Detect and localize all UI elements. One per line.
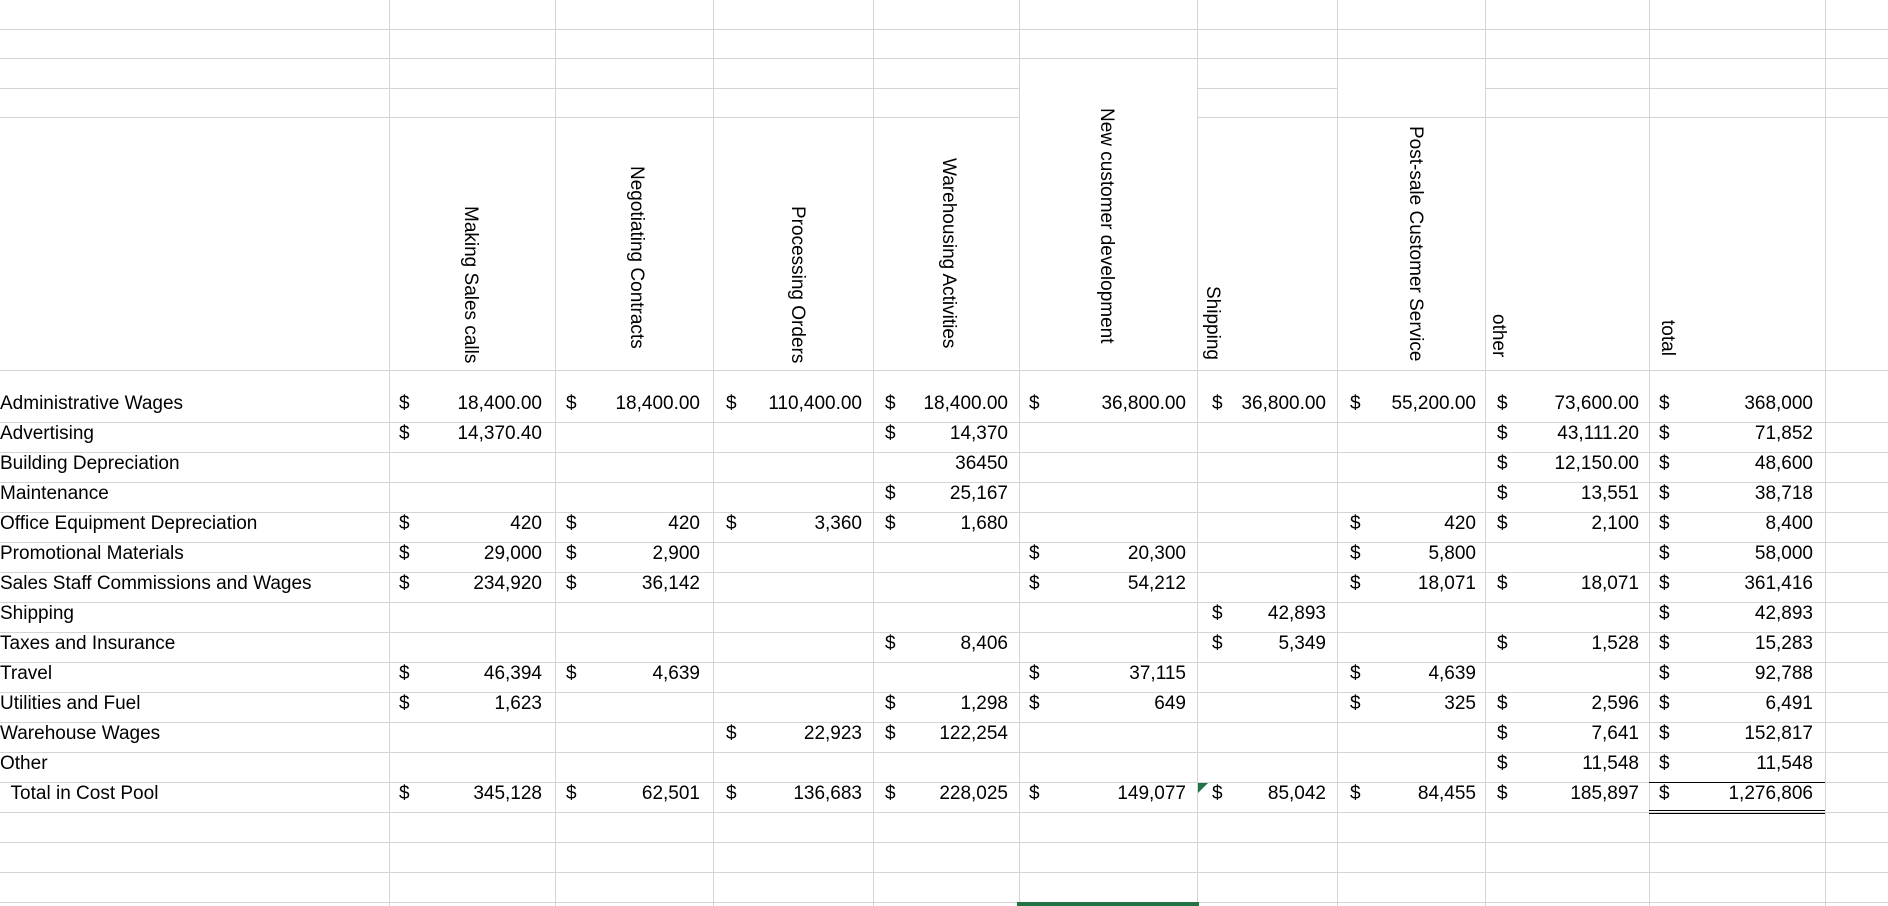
- gridline-horizontal: [1197, 88, 1337, 89]
- gridline-vertical: [1019, 0, 1020, 906]
- row-label[interactable]: Other: [0, 753, 48, 774]
- cell-value[interactable]: 122,254: [939, 723, 1008, 744]
- cell-value[interactable]: 18,400.00: [615, 393, 700, 414]
- cell-value[interactable]: 22,923: [803, 723, 862, 744]
- currency-symbol: $: [1350, 543, 1361, 564]
- column-header-processing-orders[interactable]: Processing Orders: [787, 206, 808, 364]
- gridline-vertical: [1649, 0, 1650, 906]
- cell-value[interactable]: 18,071: [1417, 573, 1476, 594]
- row-label[interactable]: Utilities and Fuel: [0, 693, 141, 714]
- currency-symbol: $: [1497, 693, 1508, 714]
- gridline-horizontal: [0, 29, 1888, 30]
- column-header-making-sales-calls[interactable]: Making Sales calls: [460, 206, 481, 364]
- gridline-horizontal: [0, 88, 1019, 89]
- currency-symbol: $: [1350, 663, 1361, 684]
- currency-symbol: $: [399, 423, 410, 444]
- gridline-horizontal: [1485, 88, 1888, 89]
- currency-symbol: $: [1497, 483, 1508, 504]
- gridline-horizontal: [0, 902, 1888, 903]
- row-label[interactable]: Total in Cost Pool: [0, 783, 159, 804]
- currency-symbol: $: [566, 513, 577, 534]
- cell-value[interactable]: 1,680: [960, 513, 1008, 534]
- currency-symbol: $: [399, 393, 410, 414]
- cell-value[interactable]: 71,852: [1754, 423, 1813, 444]
- currency-symbol: $: [726, 723, 737, 744]
- cell-value[interactable]: 2,596: [1591, 693, 1639, 714]
- currency-symbol: $: [1497, 633, 1508, 654]
- currency-symbol: $: [566, 783, 577, 804]
- column-header-new-customer-development[interactable]: New customer development: [1096, 108, 1117, 344]
- cell-value[interactable]: 5,800: [1428, 543, 1476, 564]
- currency-symbol: $: [885, 513, 896, 534]
- currency-symbol: $: [1497, 453, 1508, 474]
- cell-value[interactable]: 649: [1154, 693, 1186, 714]
- cell-value[interactable]: 1,276,806: [1728, 783, 1813, 804]
- row-label[interactable]: Maintenance: [0, 483, 109, 504]
- cell-value[interactable]: 42,893: [1754, 603, 1813, 624]
- row-label[interactable]: Building Depreciation: [0, 453, 180, 474]
- column-header-negotiating-contracts[interactable]: Negotiating Contracts: [626, 166, 647, 349]
- currency-symbol: $: [1497, 753, 1508, 774]
- gridline-horizontal: [1485, 117, 1888, 118]
- currency-symbol: $: [399, 573, 410, 594]
- currency-symbol: $: [566, 393, 577, 414]
- cell-value[interactable]: 18,071: [1580, 573, 1639, 594]
- gridline-horizontal: [0, 602, 1888, 603]
- cell-value[interactable]: 325: [1444, 693, 1476, 714]
- cell-value[interactable]: 228,025: [939, 783, 1008, 804]
- currency-symbol: $: [1212, 603, 1223, 624]
- gridline-horizontal: [0, 842, 1888, 843]
- total-top-border: [1649, 782, 1825, 783]
- cell-value[interactable]: 58,000: [1754, 543, 1813, 564]
- cell-value[interactable]: 345,128: [473, 783, 542, 804]
- currency-symbol: $: [566, 663, 577, 684]
- cell-value[interactable]: 42,893: [1267, 603, 1326, 624]
- cell-value[interactable]: 43,111.20: [1557, 423, 1639, 444]
- row-label[interactable]: Travel: [0, 663, 53, 684]
- gridline-vertical: [1825, 0, 1826, 906]
- currency-symbol: $: [1497, 723, 1508, 744]
- currency-symbol: $: [1497, 783, 1508, 804]
- cell-value[interactable]: 48,600: [1754, 453, 1813, 474]
- currency-symbol: $: [1029, 393, 1040, 414]
- currency-symbol: $: [1029, 693, 1040, 714]
- row-label[interactable]: Shipping: [0, 603, 74, 624]
- currency-symbol: $: [1659, 603, 1670, 624]
- cell-value[interactable]: 20,300: [1127, 543, 1186, 564]
- currency-symbol: $: [885, 693, 896, 714]
- cell-value[interactable]: 14,370: [949, 423, 1008, 444]
- row-label[interactable]: Sales Staff Commissions and Wages: [0, 573, 312, 594]
- cell-value[interactable]: 84,455: [1417, 783, 1476, 804]
- cell-value[interactable]: 36,800.00: [1101, 393, 1186, 414]
- currency-symbol: $: [399, 693, 410, 714]
- cell-value[interactable]: 4,639: [652, 663, 700, 684]
- cell-value[interactable]: 29,000: [483, 543, 542, 564]
- cell-value[interactable]: 6,491: [1765, 693, 1813, 714]
- currency-symbol: $: [1659, 393, 1670, 414]
- row-label[interactable]: Warehouse Wages: [0, 723, 161, 744]
- comment-indicator-icon[interactable]: [1198, 783, 1208, 793]
- cell-value[interactable]: 62,501: [641, 783, 700, 804]
- currency-symbol: $: [399, 783, 410, 804]
- gridline-horizontal: [0, 117, 389, 118]
- currency-symbol: $: [1212, 393, 1223, 414]
- gridline-vertical: [1337, 0, 1338, 906]
- row-label[interactable]: Taxes and Insurance: [0, 633, 176, 654]
- currency-symbol: $: [1659, 483, 1670, 504]
- cell-value[interactable]: 85,042: [1267, 783, 1326, 804]
- cell-value[interactable]: 368,000: [1744, 393, 1813, 414]
- currency-symbol: $: [726, 783, 737, 804]
- cell-value[interactable]: 11,548: [1756, 753, 1813, 774]
- row-label[interactable]: Advertising: [0, 423, 94, 444]
- currency-symbol: $: [885, 633, 896, 654]
- cell-value[interactable]: 11,548: [1582, 753, 1639, 774]
- cell-value[interactable]: 149,077: [1117, 783, 1186, 804]
- gridline-vertical: [389, 0, 390, 906]
- cell-value[interactable]: 1,528: [1591, 633, 1639, 654]
- cell-value[interactable]: 185,897: [1570, 783, 1639, 804]
- currency-symbol: $: [1350, 693, 1361, 714]
- currency-symbol: $: [885, 783, 896, 804]
- currency-symbol: $: [1029, 783, 1040, 804]
- currency-symbol: $: [566, 573, 577, 594]
- cell-value[interactable]: 1,298: [960, 693, 1008, 714]
- cell-value[interactable]: 234,920: [473, 573, 542, 594]
- cell-value[interactable]: 2,900: [652, 543, 700, 564]
- cell-value[interactable]: 152,817: [1744, 723, 1813, 744]
- currency-symbol: $: [726, 513, 737, 534]
- cell-value[interactable]: 3,360: [814, 513, 862, 534]
- currency-symbol: $: [1659, 423, 1670, 444]
- total-double-underline: [1649, 810, 1825, 814]
- row-label[interactable]: Office Equipment Depreciation: [0, 513, 258, 534]
- gridline-vertical: [873, 0, 874, 906]
- cell-value[interactable]: 12,150.00: [1554, 453, 1639, 474]
- currency-symbol: $: [1350, 783, 1361, 804]
- cell-value[interactable]: 15,283: [1754, 633, 1813, 654]
- gridline-horizontal: [0, 812, 1888, 813]
- cell-value[interactable]: 13,551: [1580, 483, 1639, 504]
- cell-value[interactable]: 14,370.40: [457, 423, 542, 444]
- column-header-shipping[interactable]: Shipping: [1202, 286, 1223, 360]
- cell-value[interactable]: 4,639: [1428, 663, 1476, 684]
- cell-value[interactable]: 110,400.00: [768, 393, 862, 414]
- gridline-horizontal: [0, 58, 1888, 59]
- currency-symbol: $: [1350, 573, 1361, 594]
- gridline-vertical: [713, 0, 714, 906]
- currency-symbol: $: [1659, 573, 1670, 594]
- currency-symbol: $: [1212, 633, 1223, 654]
- currency-symbol: $: [1659, 453, 1670, 474]
- row-label[interactable]: Administrative Wages: [0, 393, 184, 414]
- cell-value[interactable]: 361,416: [1744, 573, 1813, 594]
- cell-value[interactable]: 420: [510, 513, 542, 534]
- gridline-vertical: [1485, 0, 1486, 906]
- gridline-horizontal: [0, 872, 1888, 873]
- cell-value[interactable]: 55,200.00: [1391, 393, 1476, 414]
- currency-symbol: $: [1029, 573, 1040, 594]
- cell-value[interactable]: 25,167: [949, 483, 1008, 504]
- gridline-horizontal: [1197, 117, 1337, 118]
- currency-symbol: $: [1212, 783, 1223, 804]
- cell-value[interactable]: 38,718: [1754, 483, 1813, 504]
- cell-value[interactable]: 18,400.00: [457, 393, 542, 414]
- currency-symbol: $: [1497, 513, 1508, 534]
- currency-symbol: $: [399, 543, 410, 564]
- gridline-vertical: [555, 0, 556, 906]
- column-header-total[interactable]: total: [1657, 320, 1678, 356]
- column-header-other[interactable]: other: [1488, 314, 1509, 358]
- currency-symbol: $: [1350, 513, 1361, 534]
- cell-value[interactable]: 37,115: [1129, 663, 1186, 684]
- gridline-horizontal: [389, 117, 1019, 118]
- currency-symbol: $: [566, 543, 577, 564]
- currency-symbol: $: [1497, 423, 1508, 444]
- cell-value[interactable]: 46,394: [483, 663, 542, 684]
- cell-value[interactable]: 136,683: [793, 783, 862, 804]
- currency-symbol: $: [1350, 393, 1361, 414]
- selection-highlight: [1017, 902, 1199, 906]
- column-header-warehousing-activities[interactable]: Warehousing Activities: [938, 158, 959, 349]
- cell-value[interactable]: 8,406: [960, 633, 1008, 654]
- currency-symbol: $: [1659, 723, 1670, 744]
- gridline-horizontal: [1337, 117, 1485, 118]
- row-label[interactable]: Promotional Materials: [0, 543, 184, 564]
- cell-value[interactable]: 5,349: [1278, 633, 1326, 654]
- currency-symbol: $: [1029, 663, 1040, 684]
- currency-symbol: $: [1029, 543, 1040, 564]
- cell-value[interactable]: 1,623: [494, 693, 542, 714]
- cell-value[interactable]: 2,100: [1591, 513, 1639, 534]
- gridline-horizontal: [0, 542, 1888, 543]
- cell-value[interactable]: 7,641: [1591, 723, 1639, 744]
- currency-symbol: $: [1497, 393, 1508, 414]
- cell-value[interactable]: 36450: [955, 453, 1008, 474]
- gridline-vertical: [1197, 0, 1198, 906]
- cell-value[interactable]: 36,142: [641, 573, 700, 594]
- cell-value[interactable]: 8,400: [1765, 513, 1813, 534]
- cell-value[interactable]: 36,800.00: [1241, 393, 1326, 414]
- currency-symbol: $: [885, 423, 896, 444]
- currency-symbol: $: [1497, 573, 1508, 594]
- currency-symbol: $: [399, 663, 410, 684]
- cell-value[interactable]: 18,400.00: [923, 393, 1008, 414]
- cell-value[interactable]: 92,788: [1754, 663, 1813, 684]
- gridline-horizontal: [0, 662, 1888, 663]
- currency-symbol: $: [885, 393, 896, 414]
- currency-symbol: $: [1659, 783, 1670, 804]
- currency-symbol: $: [1659, 633, 1670, 654]
- currency-symbol: $: [885, 723, 896, 744]
- cell-value[interactable]: 54,212: [1127, 573, 1186, 594]
- gridline-horizontal: [0, 370, 1888, 371]
- currency-symbol: $: [885, 483, 896, 504]
- currency-symbol: $: [1659, 693, 1670, 714]
- currency-symbol: $: [1659, 543, 1670, 564]
- currency-symbol: $: [726, 393, 737, 414]
- currency-symbol: $: [1659, 513, 1670, 534]
- currency-symbol: $: [1659, 753, 1670, 774]
- currency-symbol: $: [399, 513, 410, 534]
- cell-value[interactable]: 420: [668, 513, 700, 534]
- column-header-post-sale-customer-service[interactable]: Post-sale Customer Service: [1405, 126, 1426, 362]
- cell-value[interactable]: 420: [1444, 513, 1476, 534]
- cell-value[interactable]: 73,600.00: [1554, 393, 1639, 414]
- currency-symbol: $: [1659, 663, 1670, 684]
